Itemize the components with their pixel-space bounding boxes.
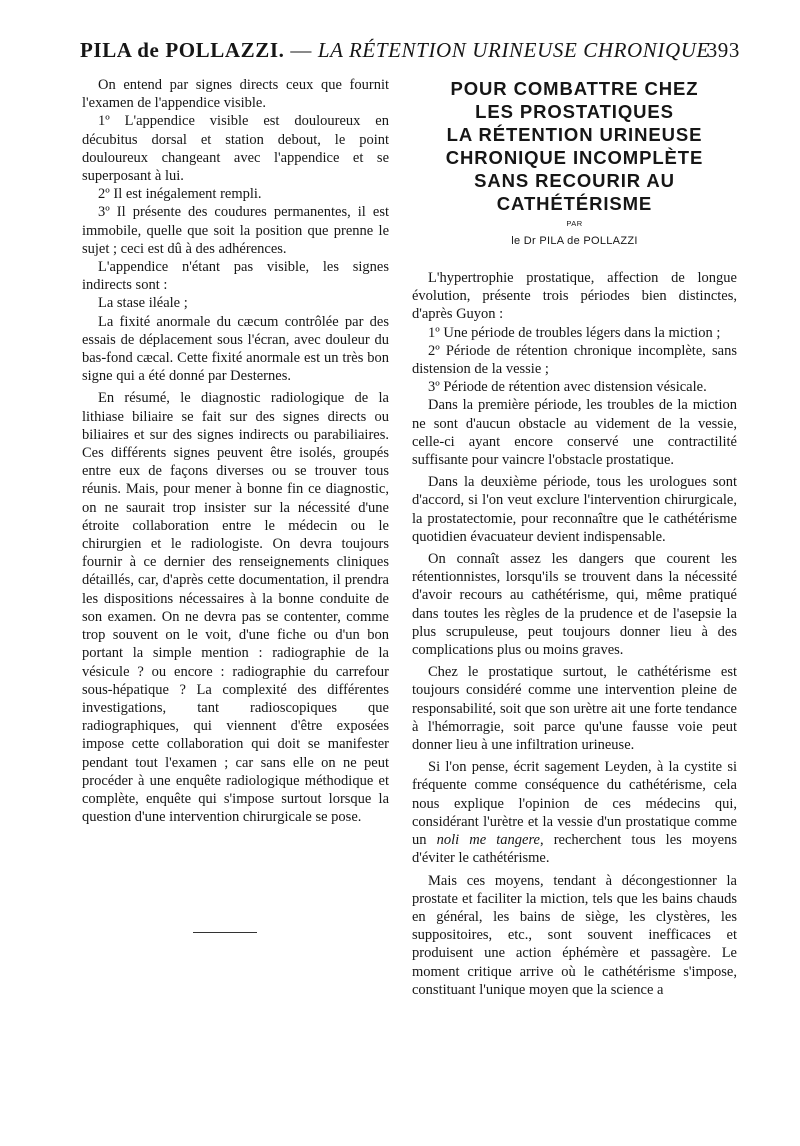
leyden-quote-start: Si l'on pense, écrit sagement Leyden, à la cystite si fréquente comme conséquence du cathétérisme, cela nous explique l'opinion de ces médecins qui, considérant l'urètre et la vessie d'un prostatique comme un [412,759,737,849]
right-paragraph: 2º Période de rétention chronique incomplète, sans distension de la vessie ; [412,342,737,378]
article-title [412,77,737,215]
title-line: POUR COMBATTRE CHEZ [450,78,699,99]
left-paragraph: 2º Il est inégalement rempli. [98,186,262,203]
right-paragraph: Chez le prostatique surtout, le cathétérisme est toujours considéré comme une intervention pleine de responsabilité, soit que son urètre ait une forte tendance à l'hémorragie, soit parce qu'une fausse voie peut donner lieu à une infiltration urineuse. [412,664,737,754]
section-separator [193,932,257,933]
right-paragraph: 3º Période de rétention avec distension vésicale. [428,379,707,396]
header-title: LA RÉTENTION URINEUSE CHRONIQUE [317,38,710,62]
right-paragraph: L'hypertrophie prostatique, affection de longue évolution, présente trois périodes bien distinctes, d'après Guyon : [412,270,737,323]
right-paragraph: 1º Une période de troubles légers dans la miction ; [428,324,721,341]
header-dash: — [284,38,318,62]
right-paragraph: Dans la première période, les troubles de la miction ne sont d'aucun obstacle au videment de la vessie, celle-ci ayant encore conservé une contractilité suffisante pour vaincre l'obstacle prostatique. [412,397,737,469]
left-paragraph: En résumé, le diagnostic radiologique de la lithiase biliaire se fait sur des signes directs ou biliaires et sur des signes indirects ou parabiliaires. Ces différents signes peuvent être isolés, groupés entre eux de façons diverses ou se trouver tous réunis. Mais, pour mener à bonne fin ce diagnostic, on ne saurait trop insister sur la nécessité d'une étroite collaboration entre le médecin ou le chirurgien et le radiologiste. On devra toujours fournir à ce dernier des renseignements cliniques détaillés, car, d'après cette documentation, il prendra les dispositions nécessaires à la bonne conduite de son examen. On ne devra pas se contenter, comme trop souvent on le voit, d'une fiche ou d'un bon portant la simple mention : radiographie de la vésicule ? ou encore : radiographie du carrefour sous-hépatique ? La complexité des différentes investigations, tant radioscopiques que radiographiques, qui viennent d'être exposées impose cette collaboration qui doit se manifester pendant tout l'examen ; car sans elle on ne peut procéder à une enquête radiologique méthodique et complète, enquête qui s'impose surtout lorsque la question d'une intervention chirurgicale se pose. [82,390,389,826]
byline-author: le Dr PILA de POLLAZZI [511,235,638,247]
header-author: PILA de POLLAZZI. [80,38,285,62]
right-column [412,269,737,999]
right-paragraph [412,758,737,867]
title-line: CHRONIQUE INCOMPLÈTE [445,147,704,168]
left-column [82,76,389,826]
left-paragraph: La stase iléale ; [98,295,188,312]
left-paragraph: On entend par signes directs ceux que fournit l'examen de l'appendice visible. [82,77,389,112]
left-paragraph: L'appendice n'étant pas visible, les signes indirects sont : [82,259,389,294]
title-line: LA RÉTENTION URINEUSE [446,124,703,145]
title-line: SANS RECOURIR AU [474,170,675,191]
right-paragraph: Mais ces moyens, tendant à décongestionner la prostate et faciliter la miction, tels que les bains chauds en général, les bains de siège, les clystères, les suppositoires, etc., sont souvent inefficaces et produisent une action éphémère et passagère. Le moment critique arrive où le cathétérisme s'impose, constituant l'unique moyen que la science a [412,872,737,998]
left-paragraph: 3º Il présente des coudures permanentes, il est immobile, quelle que soit la position que prenne le sujet ; ceci est dû à des adhérences. [82,204,389,257]
title-line: CATHÉTÉRISME [496,193,653,214]
title-line: LES PROSTATIQUES [475,101,674,122]
left-paragraph: La fixité anormale du cæcum contrôlée par des essais de déplacement sous l'écran, avec douleur du bas-fond cæcal. Cette fixité anormale est un très bon signe qui a été donné par Desternes. [82,313,389,385]
running-header [80,38,740,68]
byline-par: PAR [566,219,583,228]
right-paragraph: Dans la deuxième période, tous les urologues sont d'accord, si l'on veut exclure l'intervention chirurgicale, la prostatectomie, pour reconnaître que le cathétérisme quotidien évacuateur devient indispensable. [412,474,737,545]
latin-phrase: noli me tangere [436,832,540,849]
right-paragraph: On connaît assez les dangers que courent les rétentionnistes, lorsqu'ils se trouvent dans la nécessité d'avoir recours au cathétérisme, qui, même pratiqué dans toutes les règles de la prudence et de l'asepsie la plus scrupuleuse, peut toujours donner lieu à des complications plus ou moins graves. [412,551,737,659]
page-number: 393 [706,38,740,62]
left-paragraph: 1º L'appendice visible est douloureux en décubitus dorsal et station debout, le point douloureux changeant avec l'appendice et se superposant à lui. [82,113,389,185]
leyden-quote-end: , recherchent tous les moyens d'éviter le cathétérisme. [412,832,737,867]
